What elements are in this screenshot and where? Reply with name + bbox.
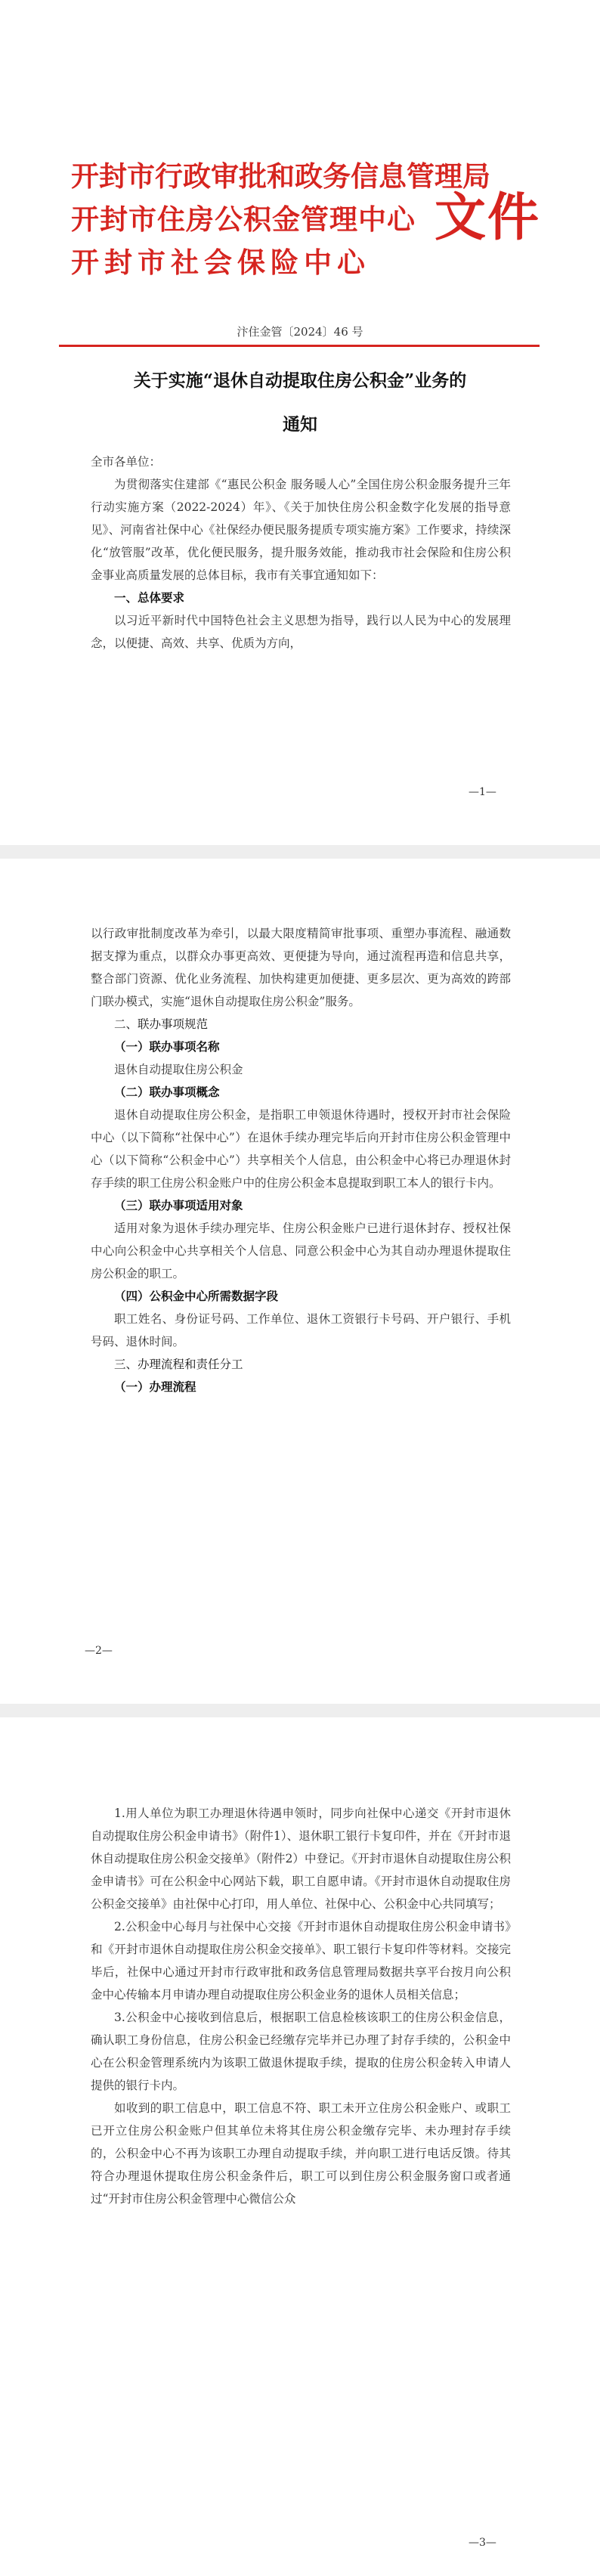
process-step-3: 3.公积金中心接收到信息后，根据职工信息检核该职工的住房公积金信息，确认职工身份信息，住房公积金已经缴存完毕并已办理了封存手续的，公积金中心在公积金管理系统内为该职工做退休提取手续，提取的住房公积金转入申请人提供的银行卡内。 (91, 2011, 511, 2092)
section-1-paragraph-continued: 以行政审批制度改革为牵引，以最大限度精简审批事项、重塑办事流程、融通数据支撑为重点，以群众办事更高效、更便捷为导向，通过流程再造和信息共享，整合部门资源、优化业务流程、加快构建更加便捷、更多层次、更为高效的跨部门联办模式，实施“退休自动提取住房公积金”服务。 (91, 927, 511, 1008)
section-1-paragraph: 以习近平新时代中国特色社会主义思想为指导，践行以人民为中心的发展理念，以便捷、高效、共享、优质为方向， (91, 614, 511, 650)
salutation: 全市各单位： (91, 455, 162, 469)
item-concept-text: 退休自动提取住房公积金，是指职工申领退休待遇时，授权开封市社会保险中心（以下简称“社保中心”）在退休手续办理完毕后向开封市住房公积金管理中心（以下简称“公积金中心”）共享相关个人信息，由公积金中心将已办理退休封存手续的职工住房公积金账户中的住房公积金本息提取到职工本人的银行卡内。 (91, 1108, 511, 1190)
section-heading-2: 二、联办事项规范 (114, 1017, 209, 1031)
item-name-text: 退休自动提取住房公积金 (114, 1063, 243, 1076)
applicable-objects-text: 适用对象为退休手续办理完毕、住房公积金账户已进行退休封存、授权社保中心向公积金中心共享相关个人信息、同意公积金中心为其自动办理退休提取住房公积金的职工。 (91, 1221, 511, 1280)
page-1-body (91, 450, 511, 655)
process-exception-paragraph: 如收到的职工信息中，职工信息不符、职工未开立住房公积金账户、或职工已开立住房公积金账户但其单位未将其住房公积金缴存完毕、未办理封存手续的，公积金中心不再为该职工办理自动提取手续，并向职工进行电话反馈。待其符合办理退休提取住房公积金条件后，职工可以到住房公积金服务窗口或者通过“开封市住房公积金管理中心微信公众 (91, 2101, 511, 2206)
data-fields-text: 职工姓名、身份证号码、工作单位、退休工资银行卡号码、开户银行、手机号码、退休时间。 (91, 1312, 511, 1348)
authority-line-1: 开封市行政审批和政务信息管理局 (71, 159, 490, 193)
document-label: 文件 (435, 187, 541, 248)
section-heading-3: 三、办理流程和责任分工 (114, 1358, 243, 1371)
subheading-data-fields: （四）公积金中心所需数据字段 (114, 1289, 279, 1303)
process-step-1: 1.用人单位为职工办理退休待遇申领时，同步向社保中心递交《开封市退休自动提取住房公积金申请书》（附件1）、退休职工银行卡复印件，并在《开封市退休自动提取住房公积金交接单》（附件2）中登记。《开封市退休自动提取住房公积金申请书》可在公积金中心网站下载，职工自愿申请。《开封市退休自动提取住房公积金交接单》由社保中心打印，用人单位、社保中心、公积金中心共同填写； (91, 1807, 511, 1911)
subheading-item-concept: （二）联办事项概念 (114, 1085, 220, 1099)
red-divider (59, 345, 540, 347)
subheading-process: （一）办理流程 (114, 1379, 196, 1394)
document-page-2 (0, 859, 600, 1704)
document-page-1 (0, 0, 600, 845)
document-number: 汴住金管〔2024〕46 号 (237, 325, 363, 339)
page-number: —2— (85, 1645, 113, 1657)
document-title-line-2: 通知 (283, 414, 317, 435)
section-heading-1: 一、总体要求 (114, 590, 185, 605)
subheading-applicable-objects: （三）联办事项适用对象 (114, 1198, 243, 1212)
authority-line-2: 开封市住房公积金管理中心 (71, 203, 416, 236)
page-number: —3— (469, 2537, 496, 2549)
document-page-3 (0, 1717, 600, 2576)
authority-line-3: 开封市社会保险中心 (71, 246, 370, 279)
process-step-2: 2.公积金中心每月与社保中心交接《开封市退休自动提取住房公积金申请书》和《开封市退休自动提取住房公积金交接单》、职工银行卡复印件等材料。交接完毕后，社保中心通过开封市行政审批和政务信息管理局数据共享平台按月向公积金中心传输本月申请办理自动提取住房公积金业务的退休人员相关信息； (91, 1920, 511, 2002)
subheading-item-name: （一）联办事项名称 (114, 1039, 220, 1054)
page-number: —1— (469, 786, 496, 798)
document-title-line-1: 关于实施“退休自动提取住房公积金”业务的 (133, 370, 467, 391)
intro-paragraph: 为贯彻落实住建部《“惠民公积金 服务暖人心”全国住房公积金服务提升三年行动实施方案（2022-2024）年》、《关于加快住房公积金数字化发展的指导意见》、河南省社保中心《社保经办便民服务提质专项实施方案》工作要求，持续深化“放管服”改革，优化便民服务，提升服务效能，推动我市社会保险和住房公积金事业高质量发展的总体目标，我市有关事宜通知如下： (91, 478, 511, 582)
page-3-body (91, 1802, 511, 2210)
page-2-body (91, 922, 511, 1398)
